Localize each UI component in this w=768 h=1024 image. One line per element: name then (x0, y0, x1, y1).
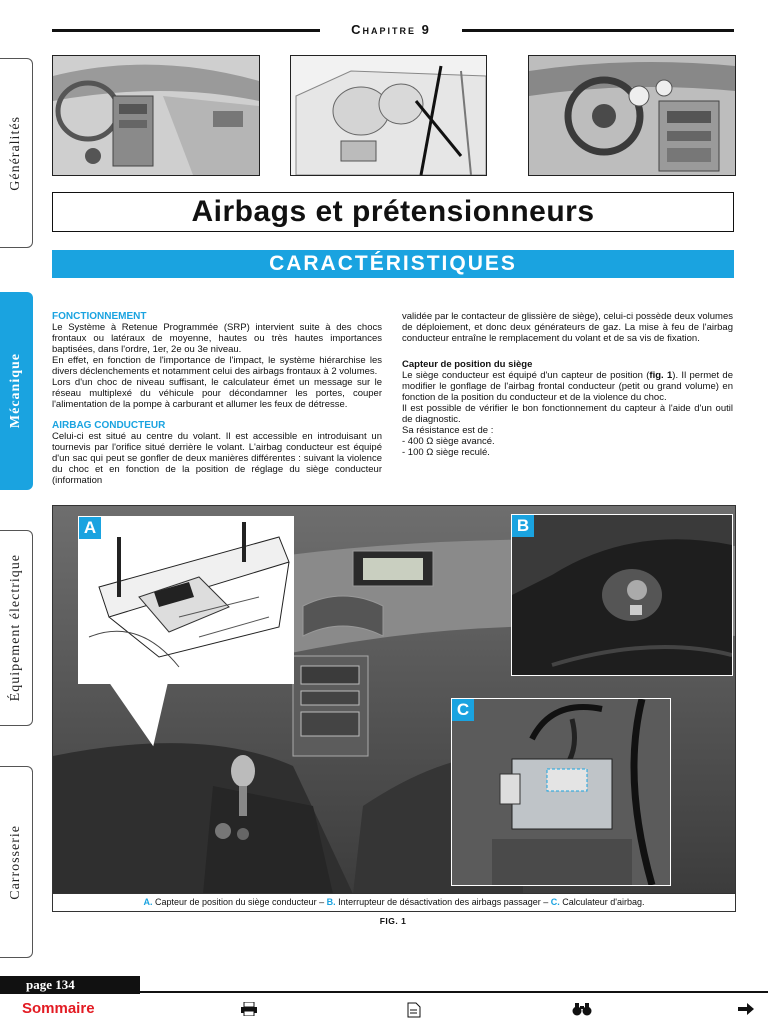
figure-1 (52, 505, 736, 912)
section-heading: CARACTÉRISTIQUES (52, 250, 734, 278)
label-c: C (452, 699, 474, 721)
page-number: page 134 (0, 976, 140, 994)
inset-c-airbag-ecu (451, 698, 671, 886)
sommaire-link[interactable]: Sommaire (22, 1000, 95, 1017)
paragraph: Celui-ci est situé au centre du volant. Il est accessible en introduisant un tournevis par l'orifice situé derrière le volant. L'airbag conducteur est équipé d'un sac qui peut se gonfler de deux manières différentes : suivant la violence du choc et en fonction de la position de réglage du siège conducteur (information (52, 431, 382, 486)
paragraph: Le Système à Retenue Programmée (SRP) intervient suite à des chocs frontaux ou latéraux de moyenne, hautes ou très hautes importances baptisées, dans l'ordre, 1er, 2e ou 3e niveau. (52, 322, 382, 355)
heading-airbag-conducteur: AIRBAG CONDUCTEUR (52, 420, 166, 431)
paragraph: En effet, en fonction de l'importance de l'impact, le système hiérarchise les divers déclenchements et notamment celui des airbags frontaux à 2 volumes. (52, 355, 382, 377)
paragraph: Il est possible de vérifier le bon fonctionnement du capteur à l'aide d'un outil de diagnostic. (402, 403, 733, 425)
chapter-title: Chapitre 9 (351, 22, 431, 37)
printer-icon[interactable] (240, 1002, 258, 1019)
footer-rule (140, 991, 768, 993)
tab-mecanique[interactable]: Mécanique (0, 292, 33, 490)
heading-capteur-position: Capteur de position du siège (402, 359, 533, 370)
inset-b-deactivation-switch (511, 514, 733, 676)
paragraph: Le siège conducteur est équipé d'un capteur de position (fig. 1). Il permet de modifier le gonflage de l'airbag frontal conducteur (petit ou grand volume) en fonction de la position du conducteur et de la violence du choc. (402, 370, 733, 403)
figure-reference-link[interactable]: fig. 1 (649, 370, 673, 381)
text-column-left (52, 311, 382, 486)
dashboard-photo-right (528, 55, 736, 176)
binoculars-icon[interactable] (572, 1002, 592, 1019)
header-rule-left (52, 29, 320, 32)
label-a: A (79, 517, 101, 539)
tab-generalites[interactable]: Généralités (0, 58, 33, 248)
figure-caption: A. Capteur de position du siège conducteur – B. Interrupteur de désactivation des airbags passager – C. Calculateur d'airbag. (53, 893, 735, 911)
document-icon[interactable] (407, 1002, 421, 1021)
airbag-illustration (290, 55, 487, 176)
paragraph: validée par le contacteur de glissière de siège), celui-ci possède deux volumes de déploiement, et donc deux générateurs de gaz. La mise à feu de l'airbag conducteur entraîne le remplacement du volant et de sa vis de fixation. (402, 311, 733, 344)
paragraph: Sa résistance est de : (402, 425, 494, 436)
header-rule-right (462, 29, 734, 32)
paragraph: - 400 Ω siège avancé. (402, 436, 495, 447)
inset-a-seat-sensor (78, 516, 294, 684)
page-title: Airbags et prétensionneurs (191, 195, 595, 228)
arrow-right-icon[interactable] (738, 1002, 754, 1018)
paragraph: - 100 Ω siège reculé. (402, 447, 490, 458)
dashboard-photo-left (52, 55, 260, 176)
text-column-right (402, 311, 733, 458)
tab-equipement-electrique[interactable]: Équipement électrique (0, 530, 33, 726)
paragraph: Lors d'un choc de niveau suffisant, le calculateur émet un message sur le réseau multiplexé du véhicule pour décondamner les portes, couper l'alimentation de la pompe à carburant et allumer les feux de détresse. (52, 377, 382, 410)
figure-number: FIG. 1 (379, 916, 407, 926)
callout-pointer-a (108, 680, 188, 750)
tab-carrosserie[interactable]: Carrosserie (0, 766, 33, 958)
heading-fonctionnement: FONCTIONNEMENT (52, 311, 147, 322)
page-title-box (52, 192, 734, 232)
label-b: B (512, 515, 534, 537)
